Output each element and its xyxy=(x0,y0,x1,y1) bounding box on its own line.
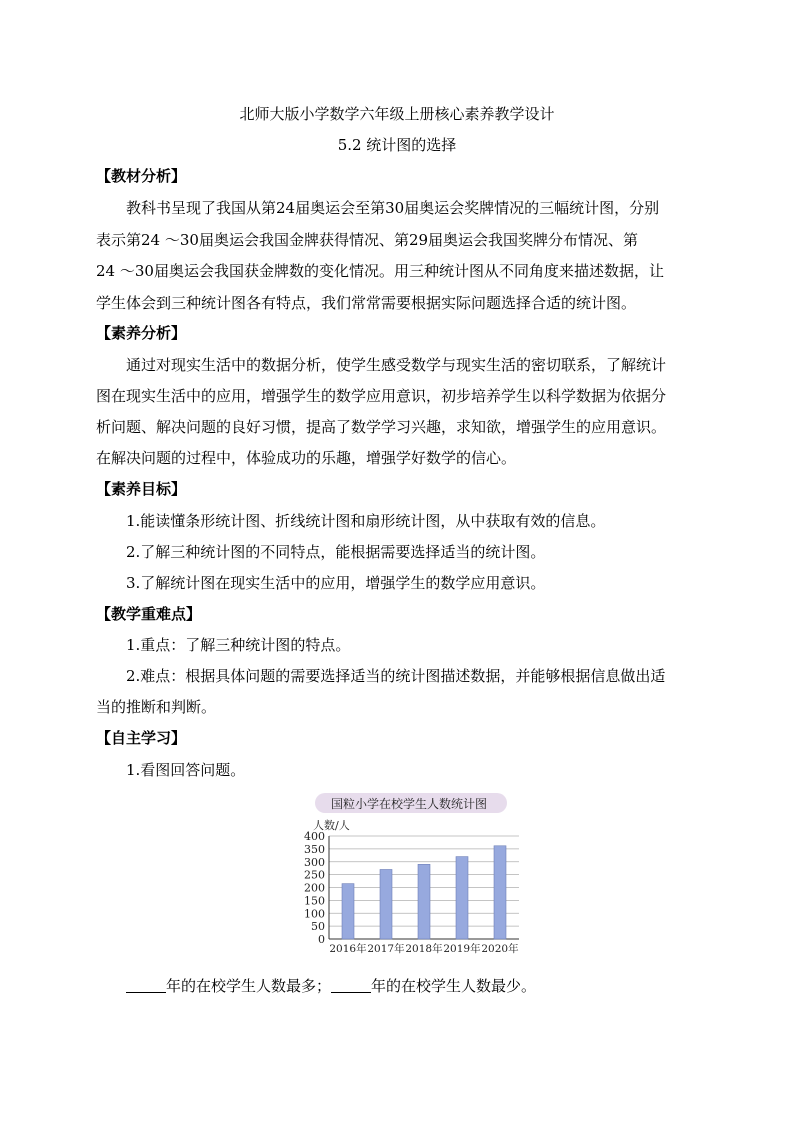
chart-x-tick-label: 2016年 xyxy=(329,943,367,955)
key-point-1: 1.重点：了解三种统计图的特点。 xyxy=(126,636,351,654)
chart-y-tick-label: 0 xyxy=(318,933,325,946)
chart-y-axis-label: 人数/人 xyxy=(313,819,350,832)
chart-y-tick-label: 150 xyxy=(304,894,325,908)
chart-y-tick-label: 100 xyxy=(304,907,325,921)
self-study-heading: 【自主学习】 xyxy=(96,729,187,747)
question-1: 1.看图回答问题。 xyxy=(126,761,246,779)
answer-blank-most[interactable] xyxy=(126,978,166,993)
document-subtitle: 5.2 统计图的选择 xyxy=(337,136,457,154)
chart-x-tick-label: 2017年 xyxy=(367,943,405,955)
literacy-heading: 【素养分析】 xyxy=(96,324,187,342)
chart-canvas xyxy=(289,789,529,959)
chart-title: 国粒小学在校学生人数统计图 xyxy=(330,797,488,811)
analysis-line-3: 24 ～30届奥运会我国获金牌数的变化情况。用三种统计图从不同角度来描述数据，让 xyxy=(96,262,664,280)
goals-heading: 【素养目标】 xyxy=(96,480,187,498)
answer-text-most: 年的在校学生人数最多； xyxy=(166,977,332,995)
key-point-2: 2.难点：根据具体问题的需要选择适当的统计图描述数据，并能够根据信息做出适 xyxy=(126,667,666,685)
analysis-line-1: 教科书呈现了我国从第24届奥运会至第30届奥运会奖牌情况的三幅统计图，分别 xyxy=(126,199,660,217)
student-count-bar-chart xyxy=(289,789,529,959)
key-point-2-continued: 当的推断和判断。 xyxy=(96,698,217,716)
analysis-line-2: 表示第24 ～30届奥运会我国金牌获得情况、第29届奥运会我国奖牌分布情况、第 xyxy=(96,231,639,249)
literacy-line-4: 在解决问题的过程中，体验成功的乐趣，增强学好数学的信心。 xyxy=(96,449,517,467)
chart-x-tick-label: 2018年 xyxy=(405,943,443,955)
chart-y-tick-label: 400 xyxy=(304,830,325,843)
goal-item-3: 3.了解统计图在现实生活中的应用，增强学生的数学应用意识。 xyxy=(126,574,546,592)
chart-bar xyxy=(380,869,392,939)
chart-x-tick-label: 2019年 xyxy=(443,943,481,955)
literacy-line-3: 析问题、解决问题的良好习惯，提高了数学学习兴趣，求知欲，增强学生的应用意识。 xyxy=(96,418,667,436)
document-title: 北师大版小学数学六年级上册核心素养教学设计 xyxy=(239,105,555,123)
chart-y-tick-label: 300 xyxy=(304,855,325,869)
chart-x-tick-label: 2020年 xyxy=(481,943,519,955)
analysis-heading: 【教材分析】 xyxy=(96,167,187,185)
answer-text-least: 年的在校学生人数最少。 xyxy=(371,977,537,995)
chart-y-tick-label: 200 xyxy=(304,881,325,895)
chart-y-tick-label: 350 xyxy=(304,842,325,856)
chart-bar xyxy=(342,884,354,939)
literacy-line-1: 通过对现实生活中的数据分析，使学生感受数学与现实生活的密切联系，了解统计 xyxy=(126,356,667,374)
analysis-line-4: 学生体会到三种统计图各有特点，我们常常需要根据实际问题选择合适的统计图。 xyxy=(96,294,637,312)
chart-y-tick-label: 250 xyxy=(304,868,325,882)
goal-item-2: 2.了解三种统计图的不同特点，能根据需要选择适当的统计图。 xyxy=(126,543,546,561)
chart-y-tick-label: 50 xyxy=(311,920,325,934)
literacy-line-2: 图在现实生活中的应用，增强学生的数学应用意识，初步培养学生以科学数据为依据分 xyxy=(96,387,667,405)
answer-blank-least[interactable] xyxy=(331,978,371,993)
answer-line xyxy=(126,975,740,996)
chart-bar xyxy=(456,857,468,939)
chart-bar xyxy=(494,846,506,939)
chart-bar xyxy=(418,864,430,939)
key-points-heading: 【教学重难点】 xyxy=(96,605,202,623)
goal-item-1: 1.能读懂条形统计图、折线统计图和扇形统计图，从中获取有效的信息。 xyxy=(126,512,606,530)
